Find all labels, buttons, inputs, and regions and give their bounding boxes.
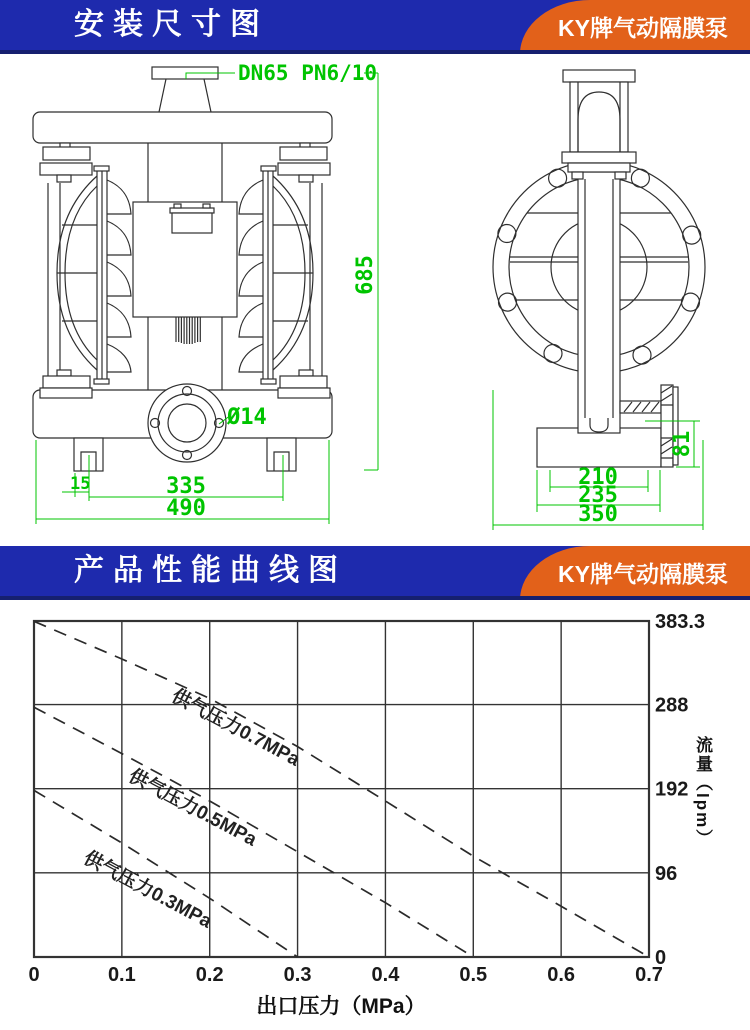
dim-foot-offset: 15 xyxy=(70,474,91,494)
install-banner xyxy=(0,0,750,54)
svg-text:0.4: 0.4 xyxy=(371,964,400,986)
svg-text:供气压力0.7MPa: 供气压力0.7MPa xyxy=(168,685,303,771)
svg-text:0.5: 0.5 xyxy=(459,964,488,986)
brand-ribbon xyxy=(520,0,750,54)
svg-text:0: 0 xyxy=(655,947,667,969)
dim-total-height: 685 xyxy=(353,255,378,295)
dim-side-c: 350 xyxy=(578,502,618,527)
svg-text:192: 192 xyxy=(655,778,689,801)
dim-inlet: DN65 PN6/10 xyxy=(238,61,378,85)
y-axis-title: 流量（lpm） xyxy=(693,736,712,849)
foot-right xyxy=(267,438,296,471)
curve-banner-title: 产品性能曲线图 xyxy=(74,554,347,587)
svg-text:0: 0 xyxy=(28,964,40,986)
nameplate xyxy=(172,213,212,233)
svg-text:0.1: 0.1 xyxy=(107,964,136,986)
svg-text:288: 288 xyxy=(655,694,689,717)
svg-text:96: 96 xyxy=(655,862,678,885)
svg-text:供气压力0.3MPa: 供气压力0.3MPa xyxy=(80,847,215,933)
svg-text:0.6: 0.6 xyxy=(547,964,576,986)
dim-feet-span: 335 xyxy=(166,474,206,499)
svg-text:0.7: 0.7 xyxy=(635,964,663,986)
side-view xyxy=(493,70,705,467)
svg-text:383.3: 383.3 xyxy=(655,611,706,633)
install-banner-title: 安装尺寸图 xyxy=(74,8,269,41)
side-manifold xyxy=(537,428,661,467)
air-valve-cap xyxy=(563,70,635,82)
dim-total-width: 490 xyxy=(166,496,206,521)
front-view xyxy=(33,67,332,471)
dim-outlet-height: 81 xyxy=(670,430,695,458)
chart-grid xyxy=(34,621,649,957)
performance-chart xyxy=(0,600,750,1030)
chart-ticks xyxy=(28,611,705,986)
curve-banner xyxy=(0,546,750,600)
svg-text:供气压力0.5MPa: 供气压力0.5MPa xyxy=(125,765,260,851)
brand-name: KY牌气动隔膜泵 xyxy=(558,561,728,587)
svg-text:0.2: 0.2 xyxy=(195,964,224,986)
top-manifold xyxy=(33,112,332,143)
x-axis-title: 出口压力（MPa） xyxy=(256,995,426,1018)
dim-bolt-dia: Ø14 xyxy=(227,405,267,430)
dim-side-a: 210 xyxy=(578,465,618,490)
pump-dimension-drawing xyxy=(0,52,750,546)
brand-name: KY牌气动隔膜泵 xyxy=(558,15,728,41)
muffler-icon xyxy=(176,317,200,344)
dim-side-b: 235 xyxy=(578,483,618,508)
svg-text:0.3: 0.3 xyxy=(283,964,312,986)
brand-ribbon xyxy=(520,546,750,600)
chart-series-labels xyxy=(80,684,304,933)
